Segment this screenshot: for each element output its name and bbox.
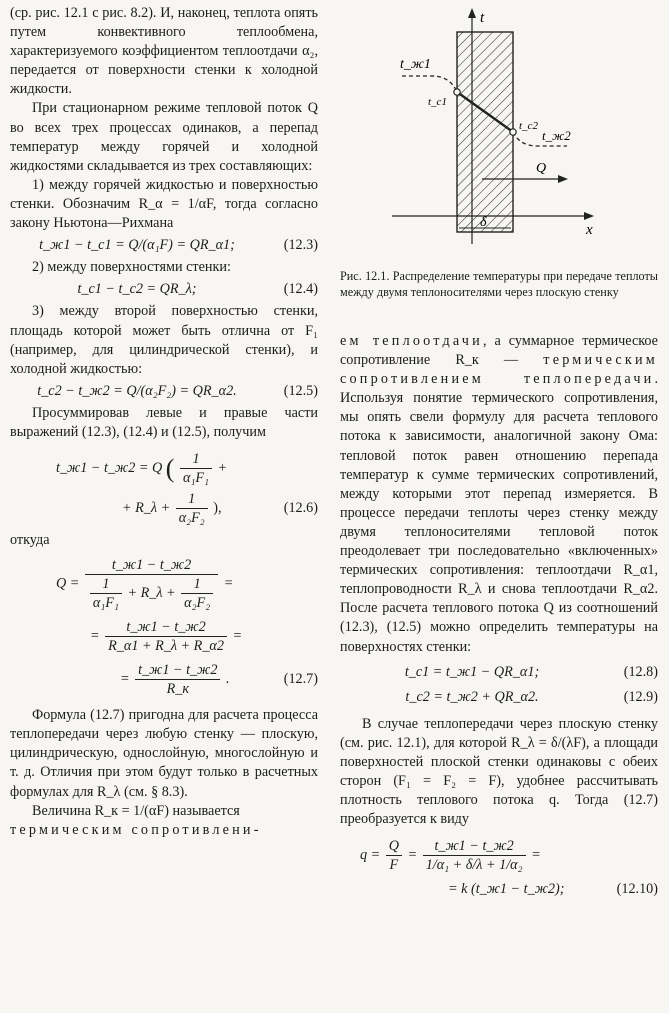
text: . Используя понятие термического сопротивления, мы опять свели формулу для расчета теплового потока к зависимости, аналогичной закону Ома: тепловой поток равен отношению перепада температур к сумме термических сопротивлений, между которыми этот перепад измеряется. В процессе передачи теплоты через стенку между двумя теплоносителями тепловой поток преодолевает три последовательно «включенных» термических сопротивления: теплоотдачи R_α1, теплопроводности R_λ и снова теплоотдачи R_α2. После расчета теплового потока Q из соотношений (12.3), (12.5) можно определить температуры на поверхностях стенки: bbox=[340, 371, 658, 655]
t-axis-arrow-icon bbox=[468, 8, 476, 18]
heat-flux-arrow-icon bbox=[558, 175, 568, 183]
equation-number: (12.10) bbox=[616, 881, 658, 898]
equation-lhs: q = bbox=[360, 847, 381, 864]
surface-point-2 bbox=[510, 129, 516, 135]
equation-12-10 bbox=[340, 880, 658, 899]
paragraph: Формула (12.7) пригодна для расчета процесса теплопередачи через любую стенку — плоскую, цилиндрическую, однослойную, многослойную и т. д. Отличия при этом будут только в расчетных формулах для R_λ (см. § 8.3). bbox=[10, 707, 318, 800]
label-t-cold-fluid: t_ж2 bbox=[542, 128, 571, 143]
equation-number: (12.4) bbox=[283, 281, 318, 298]
left-column bbox=[10, 4, 318, 840]
fraction: $\frac{t\_ж1 - t\_ж2}{\text{1/α₁ + δ/λ + 1/α₂}}$ bbox=[423, 837, 526, 874]
equation-number: (12.5) bbox=[283, 382, 318, 399]
operator: = bbox=[90, 627, 100, 644]
operator: = bbox=[223, 575, 234, 592]
paragraph: 1) между горячей жидкостью и поверхностью стенки. Обозначим R_α = 1/αF, тогда согласно закону Ньютона—Рихмана bbox=[10, 176, 318, 232]
equation-lhs: Q = bbox=[56, 575, 80, 592]
paragraph bbox=[340, 332, 658, 657]
equation-12-6-line1: t_ж1 − t_ж2 = Q ( $\frac{1}{\text{α₁F₁}}$ + bbox=[56, 451, 228, 487]
equation-12-6-line2 bbox=[10, 490, 318, 527]
equation-12-8 bbox=[340, 663, 658, 682]
fraction: $\frac{Q}{F}$ bbox=[386, 837, 402, 874]
paragraph: Просуммировав левые и правые части выражений (12.3), (12.4) и (12.5), получим bbox=[10, 404, 318, 440]
equation-q-fraction bbox=[10, 556, 318, 612]
paragraph: При стационарном режиме тепловой поток Q во всех трех процессах одинаков, а перепад температур между горячей и холодной жидкостями складывается из трех составляющих: bbox=[10, 100, 318, 174]
fraction: $\frac{t\_ж1 - t\_ж2}{R\_\alpha 1 + R\_\lambda + R\_\alpha 2}$ bbox=[105, 618, 227, 655]
equation-12-4 bbox=[10, 280, 318, 299]
operator: = bbox=[407, 847, 418, 864]
fraction: t_ж1 − t_ж2 $\frac{1}{\text{α₁F₁}}$ + R_λ + $\frac{1}{\text{α₂F₂}}$ bbox=[85, 556, 218, 612]
operator: . bbox=[226, 670, 230, 687]
paragraph: откуда bbox=[10, 532, 50, 549]
equation-number: (12.6) bbox=[283, 500, 318, 517]
label-heat-flux: Q bbox=[536, 161, 547, 176]
spaced-term: ем теплоотдачи bbox=[340, 333, 483, 349]
equation-q-density bbox=[340, 837, 658, 874]
axis-x-label: x bbox=[586, 222, 593, 238]
x-axis-arrow-icon bbox=[584, 212, 594, 220]
surface-point-1 bbox=[454, 89, 460, 95]
paragraph: (ср. рис. 12.1 с рис. 8.2). И, наконец, теплота опять путем конвективного теплообмена, характеризуемого коэффициентом теплоотдачи α₂, передается от поверхности стенки к холодной жидкости. bbox=[10, 5, 318, 98]
figure-caption: Рис. 12.1. Распределение температуры при передаче теплоты между двумя теплоносителями через плоскую стенку bbox=[340, 269, 658, 299]
fraction: $\frac{t\_ж1 - t\_ж2}{R\_к}$ bbox=[135, 661, 220, 698]
operator: + bbox=[217, 459, 228, 476]
equation-body: t_с1 − t_с2 = QR_λ; bbox=[77, 281, 197, 298]
paragraph: 3) между второй поверхностью стенки, площадь которой может быть отлична от F₁ (например, для цилиндрической стенки), и холодной жидкостью: bbox=[10, 303, 318, 377]
spaced-term: термическим сопротивлением теплопередачи bbox=[340, 352, 658, 388]
label-thickness: δ bbox=[480, 215, 487, 230]
label-t-hot-fluid: t_ж1 bbox=[400, 57, 431, 72]
paragraph: 2) между поверхностями стенки: bbox=[32, 259, 231, 276]
equation-lhs: t_ж1 − t_ж2 = Q bbox=[56, 459, 163, 476]
operator: = bbox=[120, 670, 130, 687]
right-column bbox=[340, 4, 658, 902]
wall-hatched bbox=[457, 32, 513, 232]
equation-12-9 bbox=[340, 688, 658, 707]
equation-body: t_с1 = t_ж1 − QR_α1; bbox=[404, 663, 540, 680]
operator: = bbox=[531, 847, 541, 864]
equation-q-resistances bbox=[10, 618, 318, 655]
fraction: $\frac{1}{\text{α₁F₁}}$ bbox=[180, 450, 212, 487]
spaced-term: термическим сопротивлени- bbox=[10, 821, 262, 838]
equation-12-7 bbox=[10, 661, 318, 698]
equation-body: t_ж1 − t_с1 = Q/(α₁F) = QR_α1; bbox=[39, 237, 235, 254]
operator: = bbox=[232, 627, 243, 644]
label-t-surface-2: t_с2 bbox=[519, 120, 538, 132]
paragraph: Величина R_к = 1/(αF) называется bbox=[32, 802, 240, 819]
equation-number: (12.9) bbox=[623, 688, 658, 705]
paragraph: В случае теплопередачи через плоскую стенку (см. рис. 12.1), для которой R_λ = δ/(λF), а площади поверхностей плоской стенки одинаковы с обеих сторон (F₁ = F₂ = F), удобнее рассчитывать плотность теплового потока q. Тогда (12.7) преобразуется к виду bbox=[340, 715, 658, 828]
equation-body: t_с2 − t_ж2 = Q/(α₂F₂) = QR_α2. bbox=[37, 382, 237, 399]
hot-fluid-profile bbox=[402, 76, 457, 92]
equation-number: (12.3) bbox=[283, 237, 318, 254]
equation-number: (12.7) bbox=[283, 671, 318, 688]
operator: ), bbox=[213, 499, 222, 516]
equation-12-3 bbox=[10, 236, 318, 255]
axis-t-label: t bbox=[480, 10, 485, 26]
equation-body: = k (t_ж1 − t_ж2); bbox=[448, 881, 565, 898]
equation-12-5 bbox=[10, 382, 318, 401]
figure-12-1 bbox=[362, 4, 602, 254]
equation-number: (12.8) bbox=[623, 663, 658, 680]
text: , а суммарное термическое сопротивление R_к — bbox=[340, 333, 658, 369]
equation-body: t_с2 = t_ж2 + QR_α2. bbox=[405, 688, 539, 705]
label-t-surface-1: t_с1 bbox=[428, 96, 447, 108]
equation-part: + R_λ + bbox=[122, 499, 171, 516]
fraction: $\frac{1}{\text{α₂F₂}}$ bbox=[176, 490, 208, 527]
